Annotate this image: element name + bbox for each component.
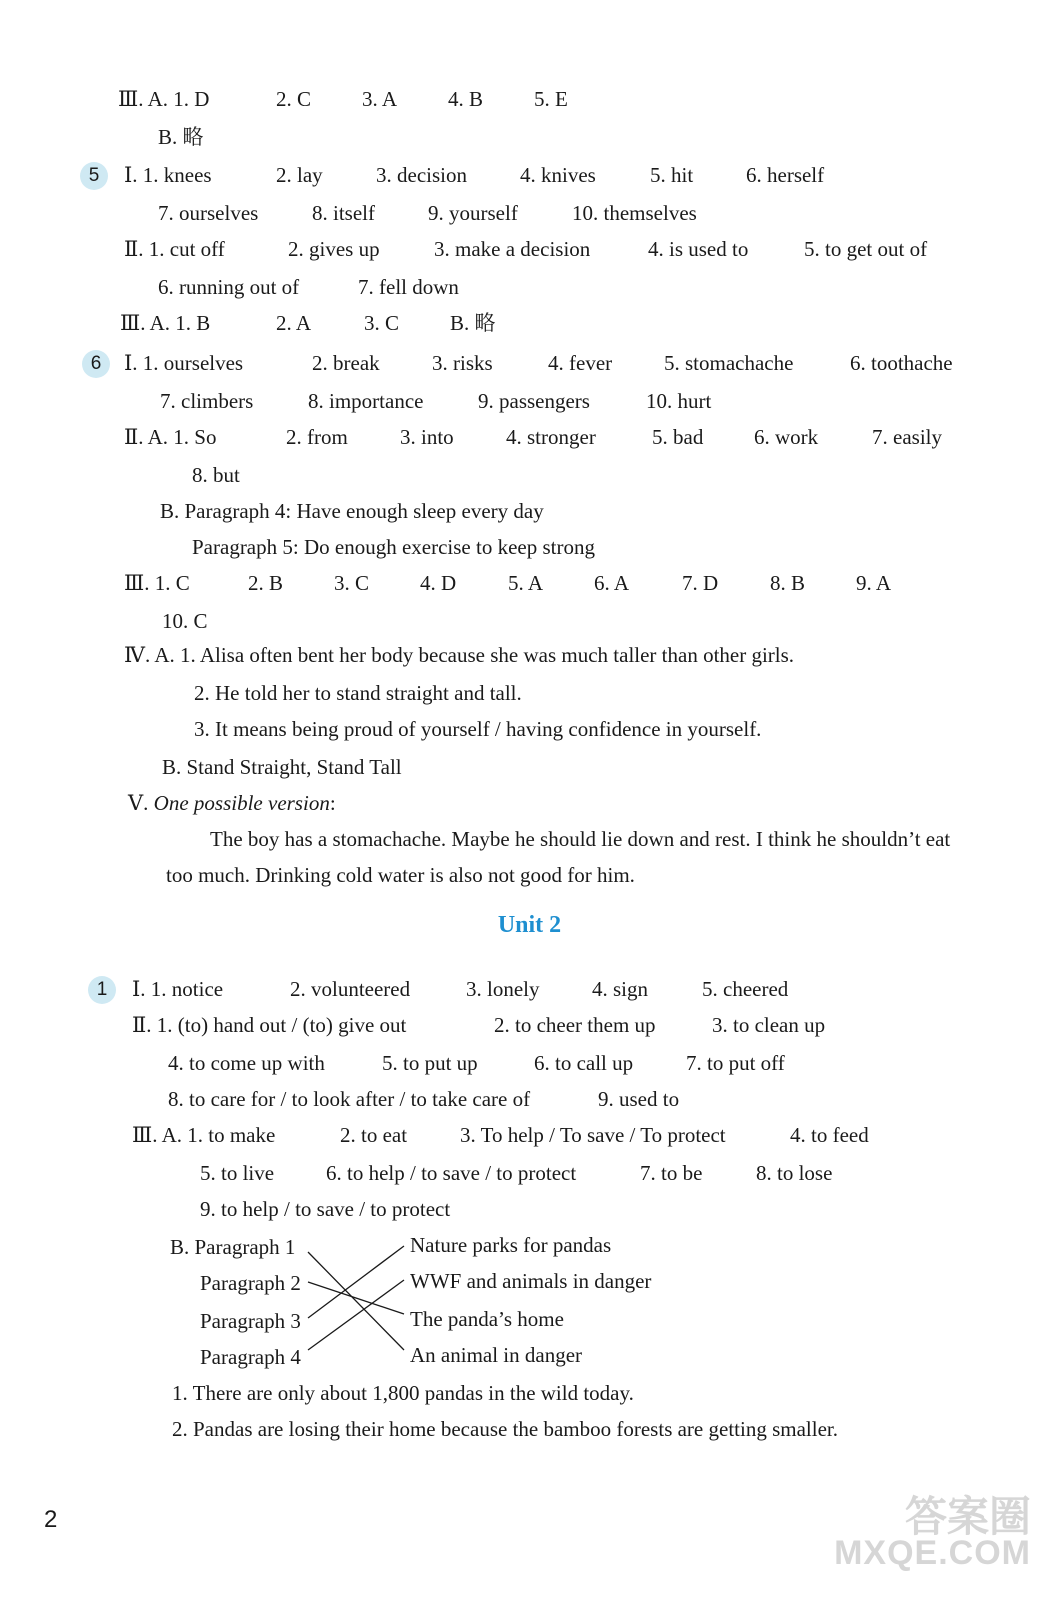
answer-item: 4. D	[420, 571, 457, 595]
answer-item: Ⅱ. 1. (to) hand out / (to) give out	[132, 1013, 407, 1037]
answer-item: 5. hit	[650, 163, 694, 187]
answer-item: 10. themselves	[572, 201, 697, 225]
watermark-logo: 答案圈	[904, 1493, 1031, 1540]
answer-item: 4. to feed	[790, 1123, 869, 1147]
answer-item: Ⅰ. 1. ourselves	[124, 351, 244, 375]
answer-item: 3. lonely	[466, 977, 540, 1001]
answer-item: 3. To help / To save / To protect	[460, 1123, 726, 1147]
answer-item: 2. from	[286, 425, 348, 449]
match-left-item: Paragraph 2	[200, 1271, 301, 1295]
answer-item: 7. ourselves	[158, 201, 259, 225]
answer-item: 8. importance	[308, 389, 424, 413]
match-right-item: WWF and animals in danger	[410, 1269, 652, 1293]
answer-item: 5. to put up	[382, 1051, 478, 1075]
answer-item: Ⅱ. A. 1. So	[124, 425, 217, 449]
answer-item: 9. yourself	[428, 201, 518, 225]
answer-item: 7. to put off	[686, 1051, 785, 1075]
watermark-url: MXQE.COM	[834, 1534, 1031, 1572]
answer-line: Paragraph 5: Do enough exercise to keep strong	[192, 535, 595, 559]
answer-item: 5. A	[508, 571, 544, 595]
page-number: 2	[44, 1506, 58, 1533]
answer-item: 4. stronger	[506, 425, 596, 449]
match-line	[308, 1246, 404, 1318]
answer-item: 3. into	[400, 425, 454, 449]
answer-item: 9. A	[856, 571, 892, 595]
answer-item: 3. decision	[376, 163, 467, 187]
answer-item: 3. risks	[432, 351, 493, 375]
colon: :	[329, 791, 336, 815]
answer-item: 3. C	[334, 571, 370, 595]
answer-item: 3. to clean up	[712, 1013, 826, 1037]
answer-line: B. Stand Straight, Stand Tall	[162, 755, 402, 779]
answer-line: 3. It means being proud of yourself / having confidence in yourself.	[194, 717, 762, 741]
answer-item: 6. work	[754, 425, 819, 449]
answer-item: 8. to care for / to look after / to take care of	[168, 1087, 531, 1111]
match-left-item: Paragraph 3	[200, 1309, 301, 1333]
essay-line: too much. Drinking cold water is also not good for him.	[166, 863, 635, 887]
answer-item: 4. B	[448, 87, 484, 111]
match-line	[308, 1280, 404, 1350]
match-line	[308, 1252, 404, 1350]
answer-item: 6. herself	[746, 163, 825, 187]
match-right-item: An animal in danger	[410, 1343, 583, 1367]
answer-item: Ⅲ. 1. C	[124, 571, 190, 595]
answer-item: 4. knives	[520, 163, 596, 187]
answer-item: 2. lay	[276, 163, 323, 187]
match-left-item: B. Paragraph 1	[170, 1235, 296, 1259]
answer-sentence: 1. There are only about 1,800 pandas in the wild today.	[172, 1381, 634, 1405]
answer-item: 7. fell down	[358, 275, 459, 299]
answer-item: 4. sign	[592, 977, 649, 1001]
answer-item: 8. to lose	[756, 1161, 833, 1185]
answer-item: Ⅰ. 1. knees	[124, 163, 212, 187]
lesson-badge: 1	[88, 976, 116, 1004]
section-numeral: Ⅴ.	[128, 791, 154, 815]
answer-item: 6. toothache	[850, 351, 953, 375]
answer-item: 9. passengers	[478, 389, 590, 413]
answer-item: 3. make a decision	[434, 237, 591, 261]
italic-heading: One possible version	[153, 791, 330, 815]
answer-item: 4. to come up with	[168, 1051, 325, 1075]
answer-item: 5. to live	[200, 1161, 275, 1185]
match-line	[308, 1282, 404, 1314]
match-right-item: The panda’s home	[410, 1307, 564, 1331]
unit-title: Unit 2	[497, 912, 562, 938]
answer-item: Ⅲ. A. 1. B	[120, 311, 211, 335]
lesson-badge: 6	[82, 350, 110, 378]
answer-item: Ⅲ. A. 1. D	[118, 87, 210, 111]
match-right-item: Nature parks for pandas	[410, 1233, 612, 1257]
answer-item: 5. to get out of	[804, 237, 928, 261]
answer-item: 7. climbers	[160, 389, 254, 413]
answer-item: 10. hurt	[646, 389, 712, 413]
answer-line: B. 略	[158, 125, 204, 149]
answer-item: 5. stomachache	[664, 351, 794, 375]
answer-line: 8. but	[192, 463, 240, 487]
lesson-badge: 5	[80, 162, 108, 190]
answer-item: 3. C	[364, 311, 400, 335]
match-left-item: Paragraph 4	[200, 1345, 301, 1369]
answer-item: 6. to help / to save / to protect	[326, 1161, 577, 1185]
answer-item: 8. itself	[312, 201, 375, 225]
answer-item: 5. bad	[652, 425, 704, 449]
answer-item: 7. D	[682, 571, 719, 595]
answer-item: 7. to be	[640, 1161, 703, 1185]
answer-item: 6. to call up	[534, 1051, 634, 1075]
answer-item: 6. running out of	[158, 275, 300, 299]
answer-item: 8. B	[770, 571, 806, 595]
answer-line: 10. C	[162, 609, 208, 633]
answer-line: 9. to help / to save / to protect	[200, 1197, 451, 1221]
answer-item: 4. is used to	[648, 237, 749, 261]
answer-item: 2. A	[276, 311, 312, 335]
answer-item: 2. C	[276, 87, 312, 111]
answer-item: 2. volunteered	[290, 977, 411, 1001]
answer-item: 4. fever	[548, 351, 613, 375]
answer-item: B. 略	[450, 311, 496, 335]
answer-item: 5. cheered	[702, 977, 789, 1001]
answer-item: 5. E	[534, 87, 568, 111]
answer-item: Ⅱ. 1. cut off	[124, 237, 225, 261]
answer-sentence: 2. Pandas are losing their home because the bamboo forests are getting smaller.	[172, 1417, 838, 1441]
answer-item: 2. gives up	[288, 237, 380, 261]
answer-item: 7. easily	[872, 425, 942, 449]
essay-line: The boy has a stomachache. Maybe he should lie down and rest. I think he shouldn’t eat	[210, 827, 951, 851]
answer-item: 2. break	[312, 351, 380, 375]
answer-item: Ⅰ. 1. notice	[132, 977, 224, 1001]
answer-item: 2. to cheer them up	[494, 1013, 656, 1037]
answer-item: 6. A	[594, 571, 630, 595]
answer-item: 3. A	[362, 87, 398, 111]
answer-line: 2. He told her to stand straight and tall.	[194, 681, 522, 705]
answer-line: B. Paragraph 4: Have enough sleep every day	[160, 499, 544, 523]
answer-item: 9. used to	[598, 1087, 680, 1111]
answer-item: 2. B	[248, 571, 284, 595]
answer-line: Ⅳ. A. 1. Alisa often bent her body because she was much taller than other girls.	[124, 643, 795, 667]
answer-item: Ⅲ. A. 1. to make	[132, 1123, 276, 1147]
answer-item: 2. to eat	[340, 1123, 408, 1147]
